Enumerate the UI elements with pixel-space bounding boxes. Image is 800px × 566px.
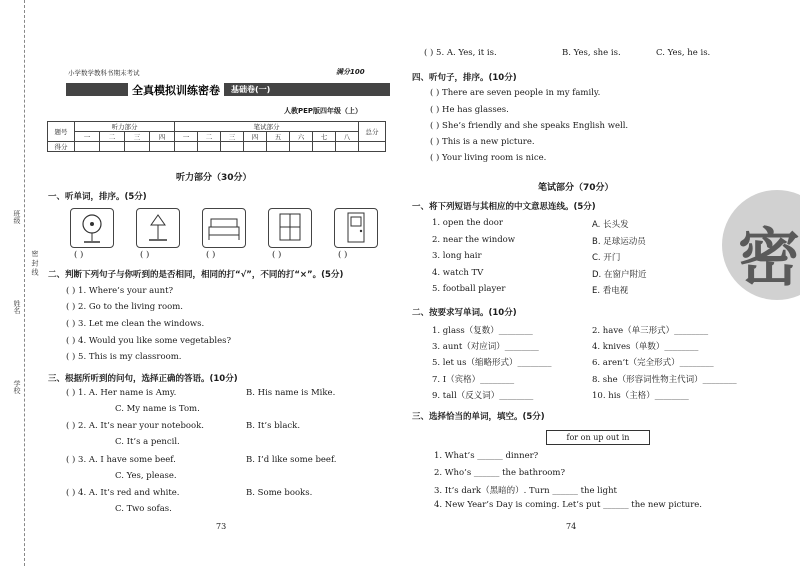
bed-picture <box>202 208 246 248</box>
q3-item-b: B. Yes, she is. <box>562 48 621 58</box>
q4-item: ( ) Your living room is nice. <box>430 153 547 163</box>
q3-item-b: B. His name is Mike. <box>246 388 336 398</box>
listening-q2-title: 二、判断下列句子与你听到的是否相同，相同的打“√”，不同的打“×”。(5分) <box>48 270 344 280</box>
q2-item: ( ) 3. Let me clean the windows. <box>66 319 205 329</box>
answer-blank[interactable]: ( ) <box>272 250 282 260</box>
match-right-item: D. 在窗户附近 <box>592 270 647 280</box>
q3-item-c: C. My name is Tom. <box>115 404 200 414</box>
edition: 人教PEP版四年级（上） <box>284 107 363 115</box>
q4-item: ( ) He has glasses. <box>430 105 509 115</box>
answer-blank[interactable]: ( ) <box>206 250 216 260</box>
seal-line-label: 密 封 线 <box>31 250 39 276</box>
match-left-item: 5. football player <box>432 284 506 294</box>
exam-title-tag: 基础卷(一) <box>231 85 271 94</box>
match-right-item: A. 长头发 <box>592 220 629 230</box>
stamp-character: 密 <box>738 221 800 294</box>
col-label: 七 <box>313 132 336 142</box>
q3-item-a: ( ) 5. A. Yes, it is. <box>424 48 497 58</box>
word-form-item[interactable]: 8. she（形容词性物主代词）________ <box>592 375 737 385</box>
listening-part-header: 听力部分 <box>75 122 175 132</box>
word-form-item[interactable]: 5. let us（缩略形式）________ <box>432 358 552 368</box>
col-label: 四 <box>244 132 267 142</box>
match-right-item: B. 足球运动员 <box>592 237 646 247</box>
fill-blank-item[interactable]: 1. What’s ______ dinner? <box>434 451 539 461</box>
q3-item-c: C. It’s a pencil. <box>115 437 180 447</box>
full-score: 满分100 <box>336 68 365 76</box>
q2-item: ( ) 2. Go to the living room. <box>66 302 183 312</box>
exam-title: 全真模拟训练密卷 <box>128 82 224 98</box>
word-form-item[interactable]: 4. knives（单数）________ <box>592 342 699 352</box>
word-form-item[interactable]: 7. I（宾格）________ <box>432 375 515 385</box>
window-picture <box>268 208 312 248</box>
total-header: 总分 <box>359 122 386 142</box>
score-table-header: 题号 <box>48 122 75 142</box>
col-label: 二 <box>198 132 221 142</box>
school-label: 学校 <box>13 380 21 394</box>
class-label: 班级 <box>13 210 21 224</box>
q3-item-c: C. Yes, please. <box>115 471 177 481</box>
door-picture <box>334 208 378 248</box>
brand-text: 小学数学教科书期末考试 <box>68 69 140 77</box>
q3-item-b: B. Some books. <box>246 488 313 498</box>
col-label: 四 <box>150 132 175 142</box>
col-label: 一 <box>175 132 198 142</box>
col-label: 三 <box>221 132 244 142</box>
q4-item: ( ) She’s friendly and she speaks English well. <box>430 121 629 131</box>
q2-item: ( ) 5. This is my classroom. <box>66 352 182 362</box>
col-label: 五 <box>267 132 290 142</box>
match-left-item: 3. long hair <box>432 251 482 261</box>
answer-blank[interactable]: ( ) <box>74 250 84 260</box>
fill-blank-item[interactable]: 4. New Year’s Day is coming. Let’s put ______ the new picture. <box>434 500 703 510</box>
q3-item-b: B. It’s black. <box>246 421 301 431</box>
q4-item: ( ) This is a new picture. <box>430 137 535 147</box>
q3-item-b: B. I’d like some beef. <box>246 455 337 465</box>
listening-q4-title: 四、听句子，排序。(10分) <box>412 73 517 83</box>
col-label: 一 <box>75 132 100 142</box>
writing-q2-title: 二、按要求写单词。(10分) <box>412 308 517 318</box>
q3-item-a: ( ) 4. A. It’s red and white. <box>66 488 180 498</box>
q3-item-a: ( ) 2. A. It’s near your notebook. <box>66 421 204 431</box>
word-form-item[interactable]: 6. aren’t（完全形式）________ <box>592 358 714 368</box>
page-number-right: 74 <box>566 522 577 531</box>
match-left-item: 1. open the door <box>432 218 503 228</box>
col-label: 八 <box>336 132 359 142</box>
word-form-item[interactable]: 1. glass（复数）________ <box>432 326 533 336</box>
answer-blank[interactable]: ( ) <box>140 250 150 260</box>
word-form-item[interactable]: 2. have（单三形式）________ <box>592 326 709 336</box>
score-row-label: 得分 <box>48 142 75 152</box>
listening-heading: 听力部分（30分） <box>176 173 252 183</box>
q3-item-a: ( ) 1. A. Her name is Amy. <box>66 388 177 398</box>
listening-q1-title: 一、听单词，排序。(5分) <box>48 192 147 202</box>
match-right-item: C. 开门 <box>592 253 621 263</box>
score-table <box>47 121 386 152</box>
lamp-picture <box>136 208 180 248</box>
q3-item-a: ( ) 3. A. I have some beef. <box>66 455 176 465</box>
match-left-item: 4. watch TV <box>432 268 484 278</box>
title-bar <box>66 83 390 96</box>
col-label: 六 <box>290 132 313 142</box>
word-bank: for on up out in <box>546 430 650 445</box>
fill-blank-item[interactable]: 2. Who’s ______ the bathroom? <box>434 468 566 478</box>
word-form-item[interactable]: 9. tall（反义词）________ <box>432 391 534 401</box>
writing-part-header: 笔试部分 <box>175 122 359 132</box>
fan-picture <box>70 208 114 248</box>
col-label: 三 <box>125 132 150 142</box>
match-right-item: E. 看电视 <box>592 286 629 296</box>
writing-q3-title: 三、选择恰当的单词，填空。(5分) <box>412 412 545 422</box>
binding-line <box>24 0 25 566</box>
writing-q1-title: 一、将下列短语与其相应的中文意思连线。(5分) <box>412 202 596 212</box>
writing-heading: 笔试部分（70分） <box>538 183 614 193</box>
answer-blank[interactable]: ( ) <box>338 250 348 260</box>
q2-item: ( ) 4. Would you like some vegetables? <box>66 336 232 346</box>
q3-item-c: C. Yes, he is. <box>656 48 711 58</box>
word-form-item[interactable]: 10. his（主格）________ <box>592 391 689 401</box>
name-label: 姓名 <box>13 300 21 314</box>
word-form-item[interactable]: 3. aunt（对应词）________ <box>432 342 539 352</box>
match-left-item: 2. near the window <box>432 235 516 245</box>
page-number-left: 73 <box>216 522 227 531</box>
q3-item-c: C. Two sofas. <box>115 504 172 514</box>
q2-item: ( ) 1. Where’s your aunt? <box>66 286 174 296</box>
col-label: 二 <box>100 132 125 142</box>
listening-q3-title: 三、根据所听到的问句，选择正确的答语。(10分) <box>48 374 238 384</box>
fill-blank-item[interactable]: 3. It’s dark（黑暗的）. Turn ______ the light <box>434 486 617 496</box>
q4-item: ( ) There are seven people in my family. <box>430 88 601 98</box>
